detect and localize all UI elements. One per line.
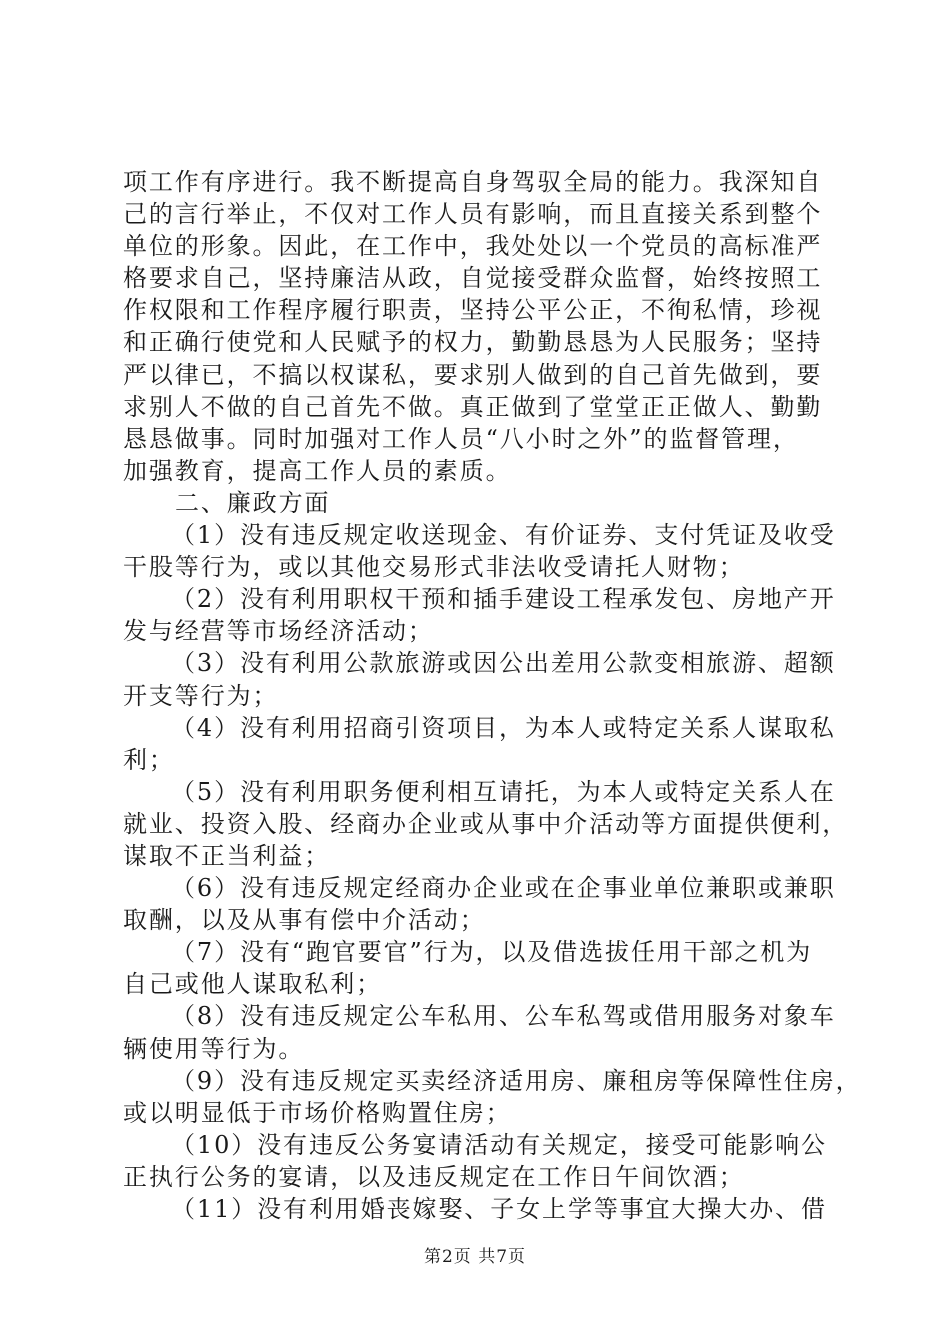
text-line: 和正确行使党和人民赋予的权力，勤勤恳恳为人民服务；坚持: [123, 328, 823, 357]
text-line: 就业、投资入股、经商办企业或从事中介活动等方面提供便利，: [123, 809, 849, 838]
text-line: （5）没有利用职务便利相互请托，为本人或特定关系人在: [171, 777, 836, 806]
text-line: 单位的形象。因此，在工作中，我处处以一个党员的高标准严: [123, 232, 823, 261]
text-line: 作权限和工作程序履行职责，坚持公平公正，不徇私情，珍视: [123, 296, 823, 325]
text-line: （9）没有违反规定买卖经济适用房、廉租房等保障性住房，: [171, 1066, 862, 1095]
text-line: （6）没有违反规定经商办企业或在企事业单位兼职或兼职: [171, 874, 836, 903]
text-line: 己的言行举止，不仅对工作人员有影响，而且直接关系到整个: [123, 200, 823, 229]
text-line: 求别人不做的自己首先不做。真正做到了堂堂正正做人、勤勤: [123, 392, 823, 421]
text-line: 严以律已，不搞以权谋私，要求别人做到的自己首先做到，要: [123, 360, 823, 389]
body-text: [123, 166, 862, 1225]
text-line: 开支等行为；: [123, 681, 279, 710]
text-line: （7）没有“跑官要官”行为，以及借选拔任用干部之机为: [171, 938, 813, 967]
text-line: 正执行公务的宴请，以及违反规定在工作日午间饮酒；: [123, 1162, 745, 1191]
text-line: （8）没有违反规定公车私用、公车私驾或借用服务对象车: [171, 1002, 836, 1031]
text-line: 二、廉政方面: [175, 488, 331, 517]
text-line: 谋取不正当利益；: [123, 841, 331, 870]
text-line: 干股等行为，或以其他交易形式非法收受请托人财物；: [123, 553, 745, 582]
text-line: （3）没有利用公款旅游或因公出差用公款变相旅游、超额: [171, 649, 836, 678]
text-line: 自己或他人谋取私利；: [123, 970, 382, 999]
text-line: 恳恳做事。同时加强对工作人员“八小时之外”的监督管理，: [123, 424, 799, 453]
text-line: 发与经营等市场经济活动；: [123, 617, 434, 646]
text-line: （2）没有利用职权干预和插手建设工程承发包、房地产开: [171, 585, 836, 614]
text-line: 取酬，以及从事有偿中介活动；: [123, 906, 486, 935]
text-line: （11）没有利用婚丧嫁娶、子女上学等事宜大操大办、借: [171, 1195, 827, 1223]
text-line: （1）没有违反规定收送现金、有价证券、支付凭证及收受: [171, 521, 836, 550]
text-line: 项工作有序进行。我不断提高自身驾驭全局的能力。我深知自: [123, 168, 823, 196]
text-line: 格要求自己，坚持廉洁从政，自觉接受群众监督，始终按照工: [123, 264, 823, 293]
text-line: 辆使用等行为。: [123, 1034, 305, 1063]
text-line: （10）没有违反公务宴请活动有关规定，接受可能影响公: [171, 1130, 827, 1159]
text-line: 利；: [123, 745, 175, 774]
text-line: 加强教育，提高工作人员的素质。: [123, 456, 512, 485]
text-line: 或以明显低于市场价格购置住房；: [123, 1098, 512, 1127]
text-line: （4）没有利用招商引资项目，为本人或特定关系人谋取私: [171, 713, 836, 742]
page-footer: 第2页 共7页: [423, 1247, 527, 1267]
